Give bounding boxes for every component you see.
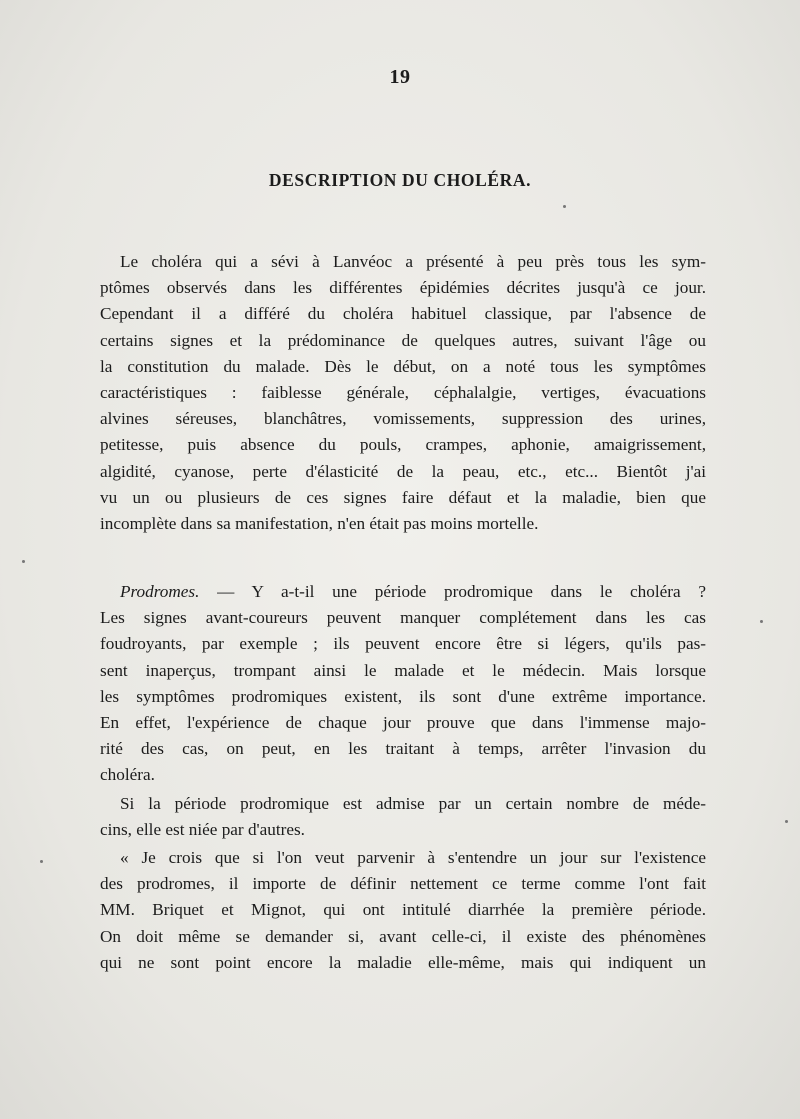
paragraph-quote xyxy=(100,845,706,976)
paragraph-description xyxy=(100,249,706,537)
text-line: qui ne sont point encore la maladie elle-même, mais qui indiquent un xyxy=(100,952,706,972)
text-line: alvines séreuses, blanchâtres, vomissements, suppression des urines, xyxy=(100,409,706,429)
text-line: foudroyants, par exemple ; ils peuvent encore être si légers, qu'ils pas- xyxy=(100,634,706,654)
paper-speck xyxy=(563,205,566,208)
text-line: cins, elle est niée par d'autres. xyxy=(100,820,305,840)
paper-speck xyxy=(22,560,25,563)
paragraph-admise xyxy=(100,791,706,843)
text-line: Les signes avant-coureurs peuvent manquer complétement dans les cas xyxy=(100,608,706,628)
text-line: En effet, l'expérience de chaque jour prouve que dans l'immense majo- xyxy=(100,712,706,732)
text-line: choléra. xyxy=(100,765,155,785)
paragraph-prodromes xyxy=(100,579,706,789)
text-line: Le choléra qui a sévi à Lanvéoc a présenté à peu près tous les sym- xyxy=(120,252,706,271)
bleed-through-text xyxy=(95,88,715,228)
text-line: petitesse, puis absence du pouls, crampes, aphonie, amaigrissement, xyxy=(100,435,706,455)
text-line: certains signes et la prédominance de quelques autres, suivant l'âge ou xyxy=(100,330,706,350)
text-line: la constitution du malade. Dès le début, on a noté tous les symptômes xyxy=(100,356,706,376)
text-line: rité des cas, on peut, en les traitant à temps, arrêter l'invasion du xyxy=(100,739,706,759)
text-run: — Y a-t-il une période prodromique dans le choléra ? xyxy=(199,582,706,601)
text-line: On doit même se demander si, avant celle-ci, il existe des phénomènes xyxy=(100,926,706,946)
prodromes-lead: Prodromes. xyxy=(120,582,200,601)
text-line: MM. Briquet et Mignot, qui ont intitulé diarrhée la première période. xyxy=(100,900,706,920)
text-line: caractéristiques : faiblesse générale, céphalalgie, vertiges, évacuations xyxy=(100,382,706,402)
paper-speck xyxy=(40,860,43,863)
text-line xyxy=(100,579,706,605)
text-line: incomplète dans sa manifestation, n'en était pas moins mortelle. xyxy=(100,513,539,533)
text-line: ptômes observés dans les différentes épidémies décrites jusqu'à ce jour. xyxy=(100,278,706,298)
text-line: Cependant il a différé du choléra habituel classique, par l'absence de xyxy=(100,304,706,324)
paper-speck xyxy=(760,620,763,623)
text-line: algidité, cyanose, perte d'élasticité de la peau, etc., etc... Bientôt j'ai xyxy=(100,461,706,481)
text-line: vu un ou plusieurs de ces signes faire défaut et la maladie, bien que xyxy=(100,487,706,507)
text-line: les symptômes prodromiques existent, ils sont d'une extrême importance. xyxy=(100,686,706,706)
text-line: Si la période prodromique est admise par un certain nombre de méde- xyxy=(120,794,706,813)
text-line: « Je crois que si l'on veut parvenir à s'entendre un jour sur l'existence xyxy=(120,848,706,867)
paper-speck xyxy=(785,820,788,823)
text-line: sent inaperçus, trompant ainsi le malade et le médecin. Mais lorsque xyxy=(100,660,706,680)
section-title: DESCRIPTION DU CHOLÉRA. xyxy=(268,170,532,190)
text-line: des prodromes, il importe de définir nettement ce terme comme l'ont fait xyxy=(100,874,706,894)
page-number: 19 xyxy=(389,66,411,88)
